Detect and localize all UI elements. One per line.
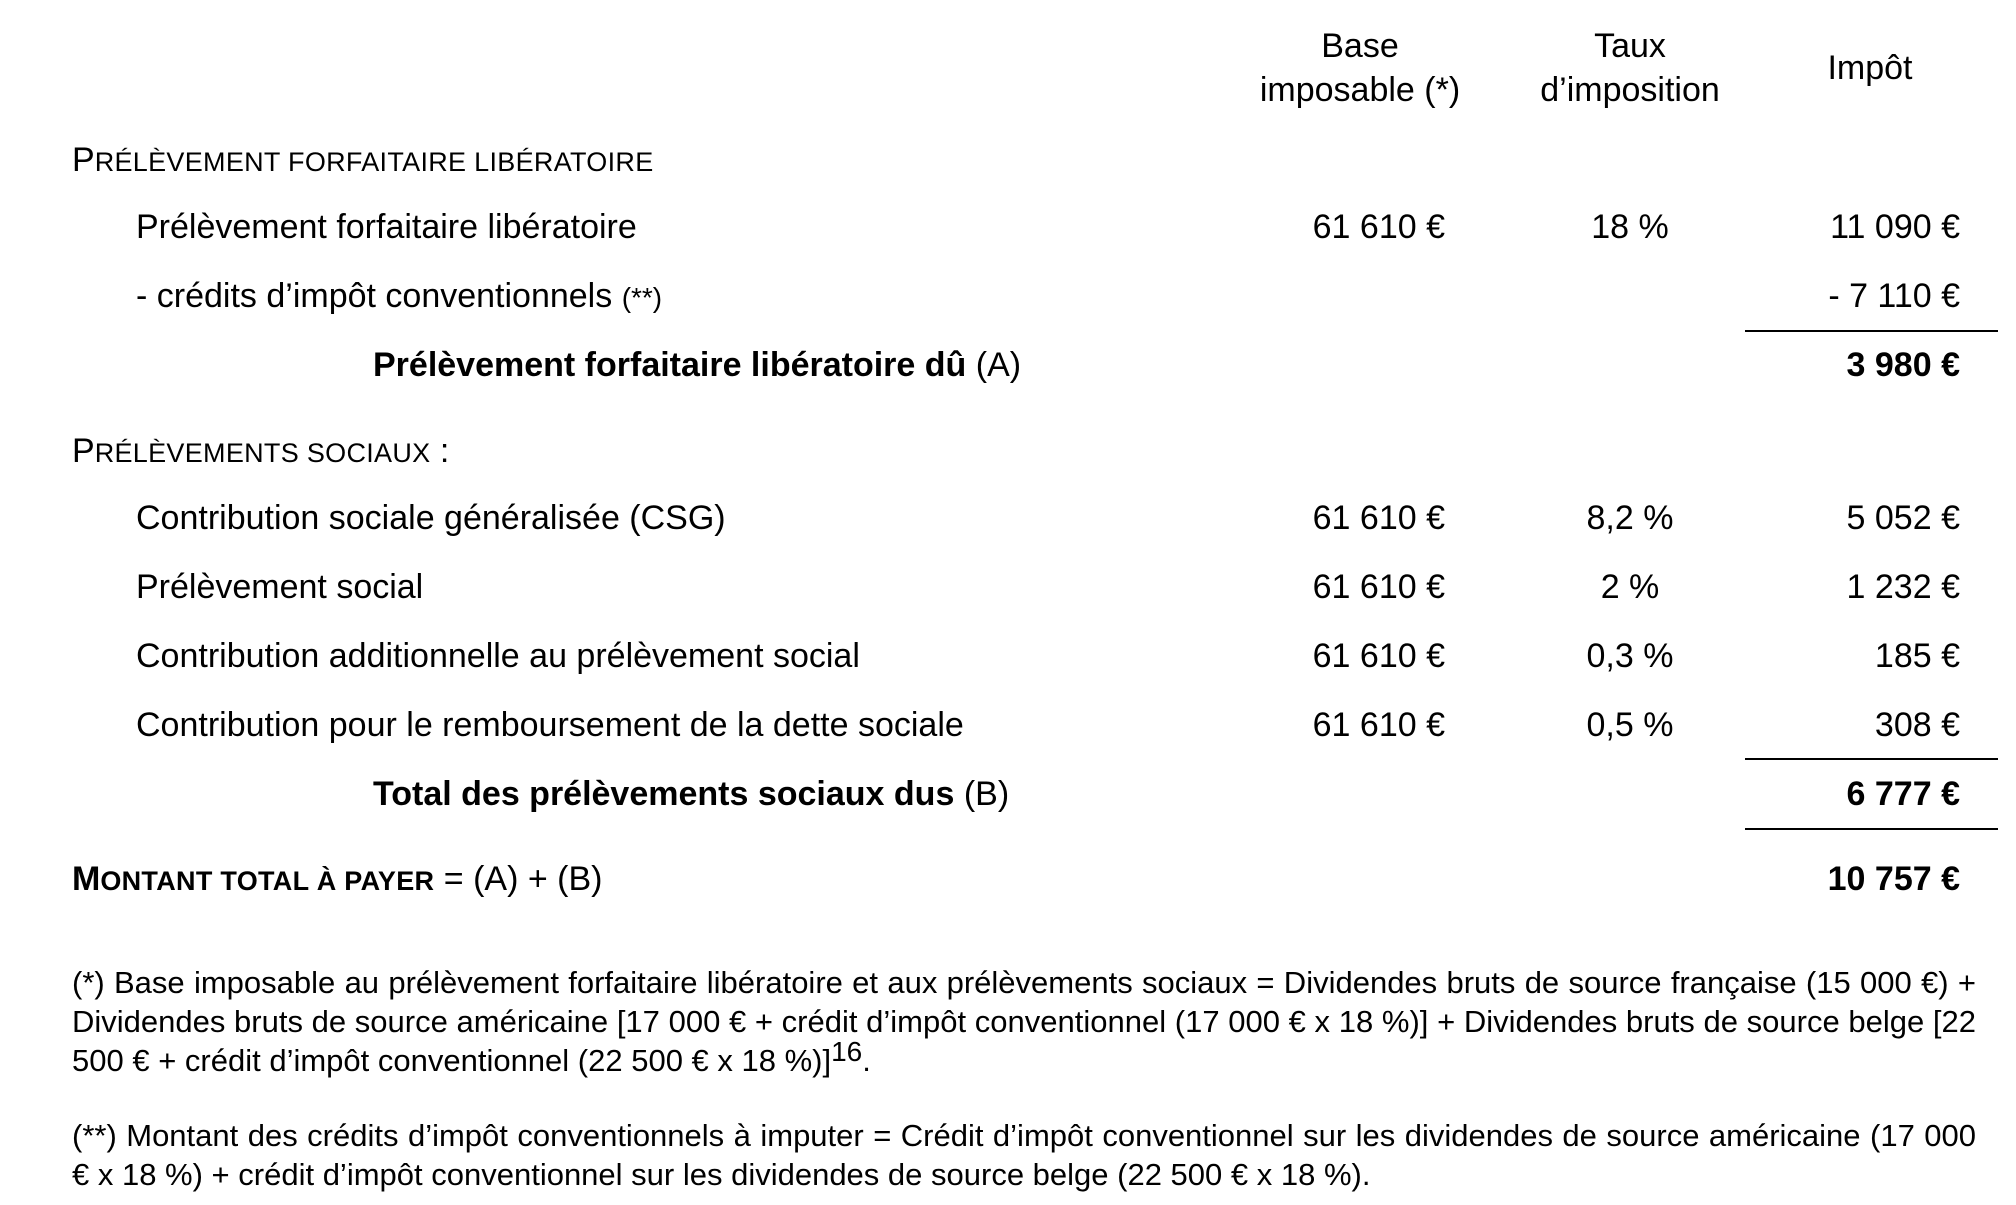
footnote-1-text: (*) Base imposable au prélèvement forfaitaire libératoire et aux prélèvements sociaux = Dividendes bruts de source française (15 000 €) + Dividendes bruts de source américaine [17 000 € + crédit d’impôt conventionnel (17 000 € x 18 %)] + Dividendes bruts de source belge [22 500 € + crédit d’impôt conventionnel (22 500 € x 18 %)] [72,965,1976,1078]
section1-total-label [373,345,1021,385]
header-base [1220,24,1500,112]
row-base: 61 610 € [1312,499,1445,537]
grand-total-rule [1745,828,1998,830]
grand-total-value: 10 757 € [1827,860,1960,898]
header-taux-line1: Taux [1594,27,1666,65]
row-label: Prélèvement forfaitaire libératoire [136,208,637,246]
footnote-1-ref: 16 [831,1036,863,1067]
grand-total-rest: ONTANT TOTAL À PAYER [100,866,435,896]
header-taux [1500,24,1760,112]
header-taux-line2: d’imposition [1540,71,1720,109]
section2-total-value: 6 777 € [1846,775,1960,813]
grand-total-formula: = (A) + (B) [434,860,603,898]
row-label: Contribution pour le remboursement de la dette sociale [136,706,964,744]
header-base-line2: imposable (*) [1259,71,1461,109]
row-label: Contribution additionnelle au prélèvement social [136,637,860,675]
section1-title [72,140,654,182]
row-base: 61 610 € [1312,568,1445,606]
row-label: Prélèvement social [136,568,424,606]
row-impot: 11 090 € [1830,208,1960,246]
subtotal-rule-b [1745,758,1998,760]
section2-total-suffix: (B) [963,775,1010,813]
section1-title-initial: P [72,141,95,179]
row-label: Contribution sociale généralisée (CSG) [136,499,726,537]
grand-total-initial: M [72,860,101,898]
footnote-1 [72,963,1976,1080]
subtotal-rule-a [1745,330,1998,332]
row-label-footnote-ref: (**) [621,282,663,313]
section1-total-text: Prélèvement forfaitaire libératoire dû [373,346,967,384]
row-taux: 8,2 % [1586,499,1674,537]
row-impot: 308 € [1874,706,1960,744]
row-taux: 2 % [1600,568,1660,606]
section2-total-label [373,774,1009,814]
header-impot: Impôt [1827,49,1913,87]
row-taux: 18 % [1591,208,1669,246]
row-impot: 5 052 € [1846,499,1960,537]
row-taux: 0,5 % [1586,706,1674,744]
grand-total-label [72,859,603,901]
row-taux: 0,3 % [1586,637,1674,675]
section2-title-initial: P [72,432,95,470]
section1-total-value: 3 980 € [1846,346,1960,384]
row-base: 61 610 € [1312,706,1445,744]
section1-title-rest: RÉLÈVEMENT FORFAITAIRE LIBÉRATOIRE [94,147,654,177]
row-base: 61 610 € [1312,637,1445,675]
row-impot: - 7 110 € [1828,277,1960,315]
row-base: 61 610 € [1312,208,1445,246]
row-impot: 1 232 € [1846,568,1960,606]
header-base-line1: Base [1321,27,1399,65]
section2-title-rest: RÉLÈVEMENTS SOCIAUX [94,438,431,468]
footnote-1-end: . [862,1043,871,1078]
section2-total-text: Total des prélèvements sociaux dus [373,775,955,813]
section2-title [72,431,449,473]
section2-title-tail: : [430,432,450,470]
row-label [136,276,662,318]
row-impot: 185 € [1874,637,1960,675]
section1-total-suffix: (A) [975,346,1022,384]
row-label-text: - crédits d’impôt conventionnels [136,277,613,315]
footnote-2: (**) Montant des crédits d’impôt conventionnels à imputer = Crédit d’impôt conventionnel sur les dividendes de source américaine (17 000 € x 18 %) + crédit d’impôt conventionnel sur les dividendes de source belge (22 500 € x 18 %). [72,1118,1976,1192]
